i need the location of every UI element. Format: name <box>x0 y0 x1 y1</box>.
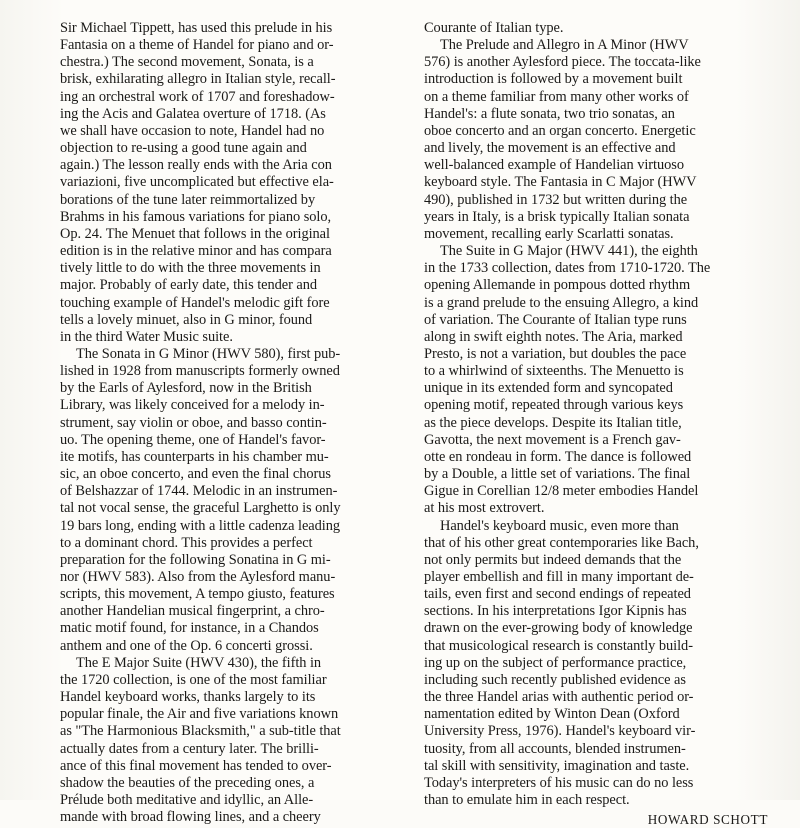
text-line: the 1720 collection, is one of the most familiar <box>60 671 327 688</box>
text-line: brisk, exhilarating allegro in Italian style, recall- <box>60 71 336 88</box>
text-line: at his most extrovert. <box>424 500 545 517</box>
text-line: ing the Acis and Galatea overture of 1718. (As <box>60 105 326 122</box>
text-line: matic motif found, for instance, in a Chandos <box>60 620 319 637</box>
text-line: and lively, the movement is an effective and <box>424 140 676 157</box>
text-line: ance of this final movement has tended to over- <box>60 757 332 774</box>
paragraph-start-line: The Suite in G Major (HWV 441), the eighth <box>440 243 698 260</box>
text-line: 19 bars long, ending with a little cadenza leading <box>60 517 341 534</box>
text-line: touching example of Handel's melodic gift fore <box>60 294 330 311</box>
text-line: that of his other great contemporaries like Bach, <box>424 534 699 551</box>
left-text-column <box>60 20 390 826</box>
text-line: anthem and one of the Op. 6 concerti grossi. <box>60 637 313 654</box>
text-line: borations of the tune later reimmortalized by <box>60 191 316 208</box>
text-line: tails, even first and second endings of repeated <box>424 586 691 603</box>
text-line: edition is in the relative minor and has compara <box>60 243 332 260</box>
text-line: ite motifs, has counterparts in his chamber mu- <box>60 448 329 465</box>
text-line: tively little to do with the three movements in <box>60 260 321 277</box>
paragraph-start-line: The Sonata in G Minor (HWV 580), first pub- <box>76 345 341 362</box>
text-line: as "The Harmonious Blacksmith," a sub-title that <box>60 723 341 740</box>
text-line: to a whirlwind of sixteenths. The Menuetto is <box>424 363 684 380</box>
text-line: introduction is followed by a movement built <box>424 71 683 88</box>
text-line: well-balanced example of Handelian virtuoso <box>424 157 684 174</box>
paragraph-start-line: The E Major Suite (HWV 430), the fifth in <box>76 654 322 671</box>
text-line: oboe concerto and an organ concerto. Energetic <box>424 122 696 139</box>
text-line: opening motif, repeated through various keys <box>424 397 684 414</box>
text-line: not only permits but indeed demands that the <box>424 551 682 568</box>
text-line: player embellish and fill in many important de- <box>424 569 694 585</box>
text-line: again.) The lesson really ends with the Aria con <box>60 157 332 174</box>
text-line: in the 1733 collection, dates from 1710-1720. The <box>424 260 711 277</box>
text-line: 576) is another Aylesford piece. The toccata-like <box>424 54 701 71</box>
text-line: to a dominant chord. This provides a perfect <box>60 534 313 551</box>
text-line: Sir Michael Tippett, has used this prelude in his <box>60 20 333 36</box>
text-line: Presto, is not a variation, but doubles the pace <box>424 345 687 362</box>
text-line: including such recently published evidence as <box>424 671 686 688</box>
text-line: Fantasia on a theme of Handel for piano and or- <box>60 37 334 54</box>
text-line: University Press, 1976). Handel's keyboard vir- <box>424 723 696 740</box>
text-line: years in Italy, is a brisk typically Italian sonata <box>424 208 690 225</box>
paragraph-start-line: Handel's keyboard music, even more than <box>440 517 679 534</box>
text-line: drawn on the ever-growing body of knowledge <box>424 620 693 637</box>
text-line: namentation edited by Winton Dean (Oxford <box>424 706 680 723</box>
text-line: as the piece develops. Despite its Italian title, <box>424 414 682 431</box>
text-line: Courante of Italian type. <box>424 20 564 36</box>
text-line: we shall have occasion to note, Handel had no <box>60 122 325 139</box>
text-line: strument, say violin or oboe, and basso contin- <box>60 414 327 431</box>
text-line: Gavotta, the next movement is a French gav- <box>424 431 681 448</box>
text-line: tal not vocal sense, the graceful Larghetto is only <box>60 500 341 517</box>
text-line: another Handelian musical fingerprint, a chro- <box>60 603 325 620</box>
text-line: 490), published in 1732 but written during the <box>424 191 688 208</box>
text-line: by a Double, a little set of variations. The final <box>424 466 691 483</box>
text-line: mande with broad flowing lines, and a cheery <box>60 809 321 826</box>
text-line: ing up on the subject of performance practice, <box>424 654 687 671</box>
text-line: Today's interpreters of his music can do no less <box>424 774 694 791</box>
text-line: opening Allemande in pompous dotted rhythm <box>424 277 691 294</box>
text-line: tells a lovely minuet, also in G minor, found <box>60 311 313 328</box>
text-line: scripts, this movement, A tempo giusto, features <box>60 586 335 603</box>
author-signature: HOWARD SCHOTT <box>647 812 768 828</box>
text-line: unique in its extended form and syncopated <box>424 380 673 397</box>
text-line: Op. 24. The Menuet that follows in the original <box>60 225 330 242</box>
text-line: Library, was likely conceived for a melody in- <box>60 397 325 414</box>
text-line: otte en rondeau in form. The dance is followed <box>424 448 692 465</box>
text-line: of variation. The Courante of Italian type runs <box>424 311 687 328</box>
text-line: Brahms in his famous variations for piano solo, <box>60 208 332 225</box>
text-line: sections. In his interpretations Igor Kipnis has <box>424 603 687 620</box>
text-line: objection to re-using a good tune again and <box>60 140 307 157</box>
right-text-column <box>424 20 768 828</box>
text-line: shadow the beauties of the preceding ones, a <box>60 774 315 791</box>
text-line: actually dates from a century later. The brilli- <box>60 740 319 757</box>
paragraph-start-line: The Prelude and Allegro in A Minor (HWV <box>440 37 689 54</box>
text-line: by the Earls of Aylesford, now in the British <box>60 380 312 397</box>
text-line: movement, recalling early Scarlatti sonatas. <box>424 225 674 242</box>
text-line: ing an orchestral work of 1707 and foreshadow- <box>60 88 335 105</box>
text-line: of Belshazzar of 1744. Melodic in an instrumen- <box>60 483 338 500</box>
text-line: than to emulate him in each respect. <box>424 792 630 809</box>
text-line: sic, an oboe concerto, and even the final chorus <box>60 466 331 483</box>
text-line: Prélude both meditative and idyllic, an Alle- <box>60 792 314 809</box>
text-line: popular finale, the Air and five variations known <box>60 706 339 723</box>
text-line: is a grand prelude to the ensuing Allegro, a kind <box>424 294 699 311</box>
text-line: on a theme familiar from many other works of <box>424 88 689 105</box>
text-line: along in swift eighth notes. The Aria, marked <box>424 328 683 345</box>
text-line: lished in 1928 from manuscripts formerly owned <box>60 363 340 380</box>
text-line: chestra.) The second movement, Sonata, is a <box>60 54 314 71</box>
text-line: variazioni, five uncomplicated but effective ela- <box>60 174 334 191</box>
text-line: keyboard style. The Fantasia in C Major (HWV <box>424 174 697 191</box>
text-line: the three Handel arias with authentic period or- <box>424 689 694 706</box>
text-line: Handel's: a flute sonata, two trio sonatas, an <box>424 105 675 122</box>
text-line: tal skill with sensitivity, imagination and taste. <box>424 757 690 774</box>
text-line: uo. The opening theme, one of Handel's favor- <box>60 431 326 448</box>
text-line: that musicological research is constantly build- <box>424 637 693 654</box>
text-line: nor (HWV 583). Also from the Aylesford manu- <box>60 569 336 585</box>
text-line: preparation for the following Sonatina in G mi- <box>60 551 331 568</box>
text-line: Gigue in Corellian 12/8 meter embodies Handel <box>424 483 699 500</box>
text-line: Handel keyboard works, thanks largely to its <box>60 689 316 706</box>
text-line: in the third Water Music suite. <box>60 328 233 345</box>
text-line: tuosity, from all accounts, blended instrumen- <box>424 740 686 757</box>
text-line: major. Probably of early date, this tender and <box>60 277 318 294</box>
